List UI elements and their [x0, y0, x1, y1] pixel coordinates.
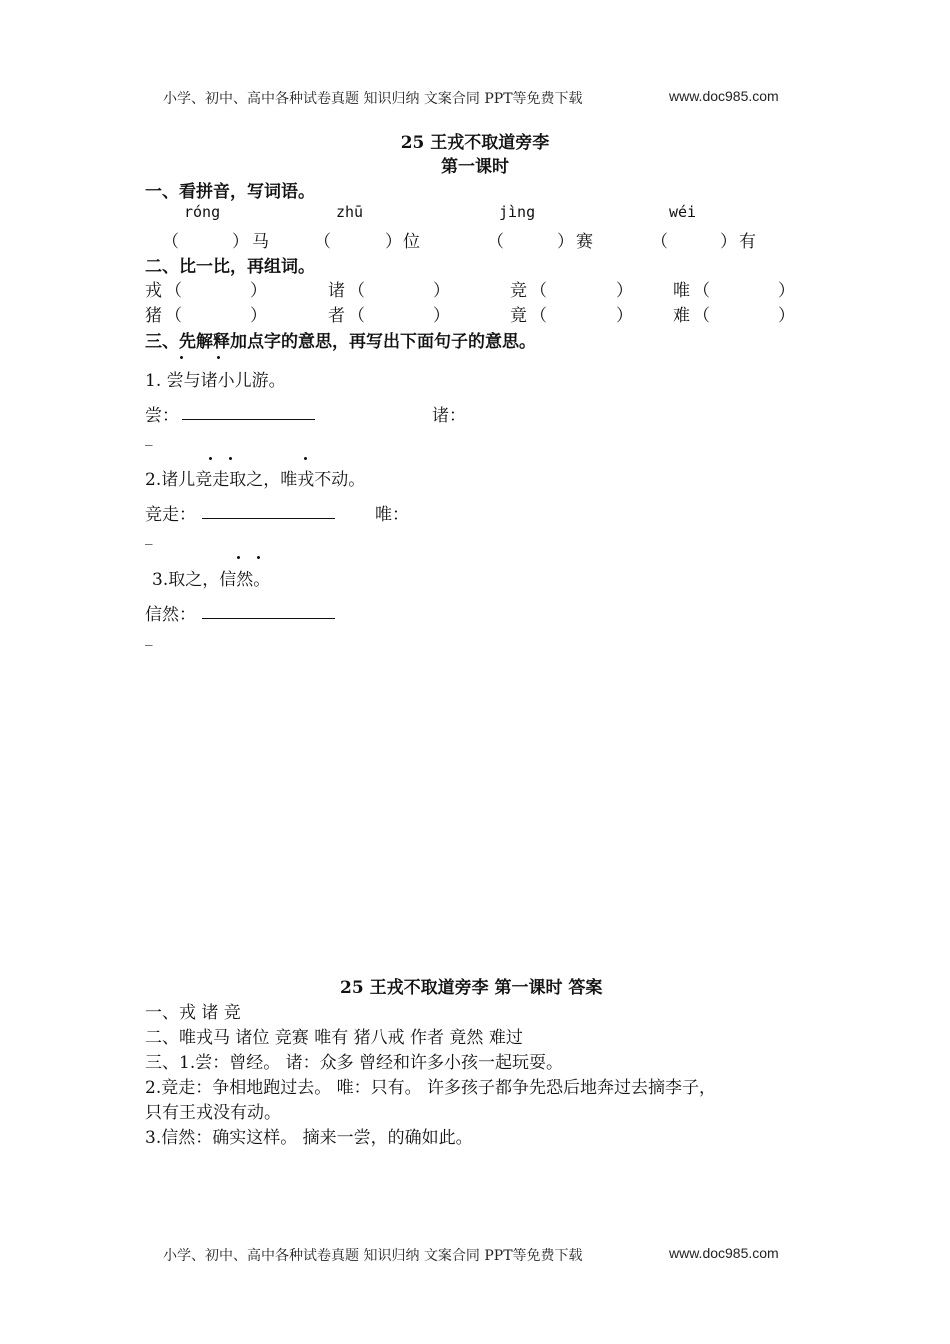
answers-title: 25 王戎不取道旁李 第一课时 答案 — [340, 978, 603, 998]
q2-label-jingzou: 竞走： — [145, 505, 196, 525]
section1-heading: 一、看拼音，写词语。 — [145, 182, 315, 202]
blank-open-3: （ — [487, 232, 504, 252]
compare-char-zhu: 诸 — [328, 281, 345, 301]
emphasis-dot — [180, 356, 183, 359]
q1-dash: _ — [145, 428, 153, 446]
compare-char-zhe: 者 — [328, 306, 345, 326]
blank-suffix-3: 赛 — [576, 232, 593, 252]
blank-suffix-2: 位 — [403, 232, 420, 252]
compare-char-nan: 难 — [673, 306, 690, 326]
compare-close: ） — [250, 281, 267, 301]
emphasis-dot — [209, 457, 212, 460]
compare-close: ） — [250, 306, 267, 326]
compare-open: （ — [348, 281, 365, 301]
q3-label-xinran: 信然： — [145, 605, 196, 625]
q2-dash: _ — [145, 527, 153, 545]
blank-open-4: （ — [651, 232, 668, 252]
worksheet-title: 25 王戎不取道旁李 — [400, 133, 550, 153]
lesson-subtitle: 第一课时 — [441, 157, 509, 177]
emphasis-dot — [217, 356, 220, 359]
q1-sentence: 1. 尝与诸小儿游。 — [145, 371, 286, 391]
emphasis-dot — [229, 457, 232, 460]
blank-close-1: ） — [232, 232, 249, 252]
emphasis-dot — [237, 556, 240, 559]
compare-close: ） — [616, 281, 633, 301]
blank-close-2: ） — [385, 232, 402, 252]
compare-char-wei: 唯 — [673, 281, 690, 301]
compare-close: ） — [433, 306, 450, 326]
answer-line-6: 3.信然：确实这样。 摘来一尝，的确如此。 — [145, 1128, 473, 1148]
compare-open: （ — [530, 306, 547, 326]
compare-char-rong: 戎 — [145, 281, 162, 301]
blank-open-1: （ — [162, 232, 179, 252]
compare-open: （ — [348, 306, 365, 326]
compare-char-jing: 竞 — [510, 281, 527, 301]
q2-label-wei: 唯： — [375, 505, 409, 525]
q3-sentence: 3.取之，信然。 — [152, 570, 271, 590]
blank-open-2: （ — [314, 232, 331, 252]
compare-char-zhu-pig: 猪 — [145, 306, 162, 326]
blank-suffix-4: 有 — [739, 232, 756, 252]
compare-close: ） — [778, 306, 795, 326]
q3-dash: _ — [145, 628, 153, 646]
emphasis-dot — [257, 556, 260, 559]
blank-close-4: ） — [720, 232, 737, 252]
q3-answer-line-xinran[interactable] — [202, 618, 335, 619]
q2-answer-line-jingzou[interactable] — [202, 518, 335, 519]
pinyin-rong: róng — [184, 203, 221, 221]
header-url[interactable]: www.doc985.com — [669, 88, 779, 104]
blank-suffix-1: 马 — [252, 232, 269, 252]
compare-open: （ — [165, 306, 182, 326]
section2-heading: 二、比一比，再组词。 — [145, 257, 315, 277]
compare-open: （ — [693, 281, 710, 301]
compare-close: ） — [778, 281, 795, 301]
pinyin-zhu: zhū — [336, 203, 364, 221]
compare-open: （ — [165, 281, 182, 301]
header-text: 小学、初中、高中各种试卷真题 知识归纳 文案合同 PPT等免费下载 — [163, 91, 583, 107]
section3-heading: 三、先解释加点字的意思，再写出下面句子的意思。 — [145, 332, 536, 352]
answer-line-2: 二、唯戎马 诸位 竞赛 唯有 猪八戒 作者 竟然 难过 — [145, 1028, 523, 1048]
compare-open: （ — [530, 281, 547, 301]
answer-line-4: 2.竞走：争相地跑过去。 唯：只有。 许多孩子都争先恐后地奔过去摘李子， — [145, 1078, 717, 1098]
q1-answer-line-chang[interactable] — [182, 419, 315, 420]
compare-close: ） — [616, 306, 633, 326]
footer-text: 小学、初中、高中各种试卷真题 知识归纳 文案合同 PPT等免费下载 — [163, 1248, 583, 1264]
answer-line-5: 只有王戎没有动。 — [145, 1103, 281, 1123]
answer-line-3: 三、1.尝：曾经。 诸：众多 曾经和许多小孩一起玩耍。 — [145, 1053, 564, 1073]
footer-url[interactable]: www.doc985.com — [669, 1245, 779, 1261]
blank-close-3: ） — [557, 232, 574, 252]
compare-open: （ — [693, 306, 710, 326]
q1-label-zhu: 诸： — [432, 406, 466, 426]
pinyin-jing: jìng — [499, 203, 536, 221]
answer-line-1: 一、戎 诸 竞 — [145, 1003, 241, 1023]
q2-sentence: 2.诸儿竞走取之，唯戎不动。 — [145, 470, 366, 490]
compare-close: ） — [433, 281, 450, 301]
pinyin-wei: wéi — [669, 203, 697, 221]
emphasis-dot — [304, 457, 307, 460]
compare-char-jing2: 竟 — [510, 306, 527, 326]
q1-label-chang: 尝： — [145, 406, 179, 426]
